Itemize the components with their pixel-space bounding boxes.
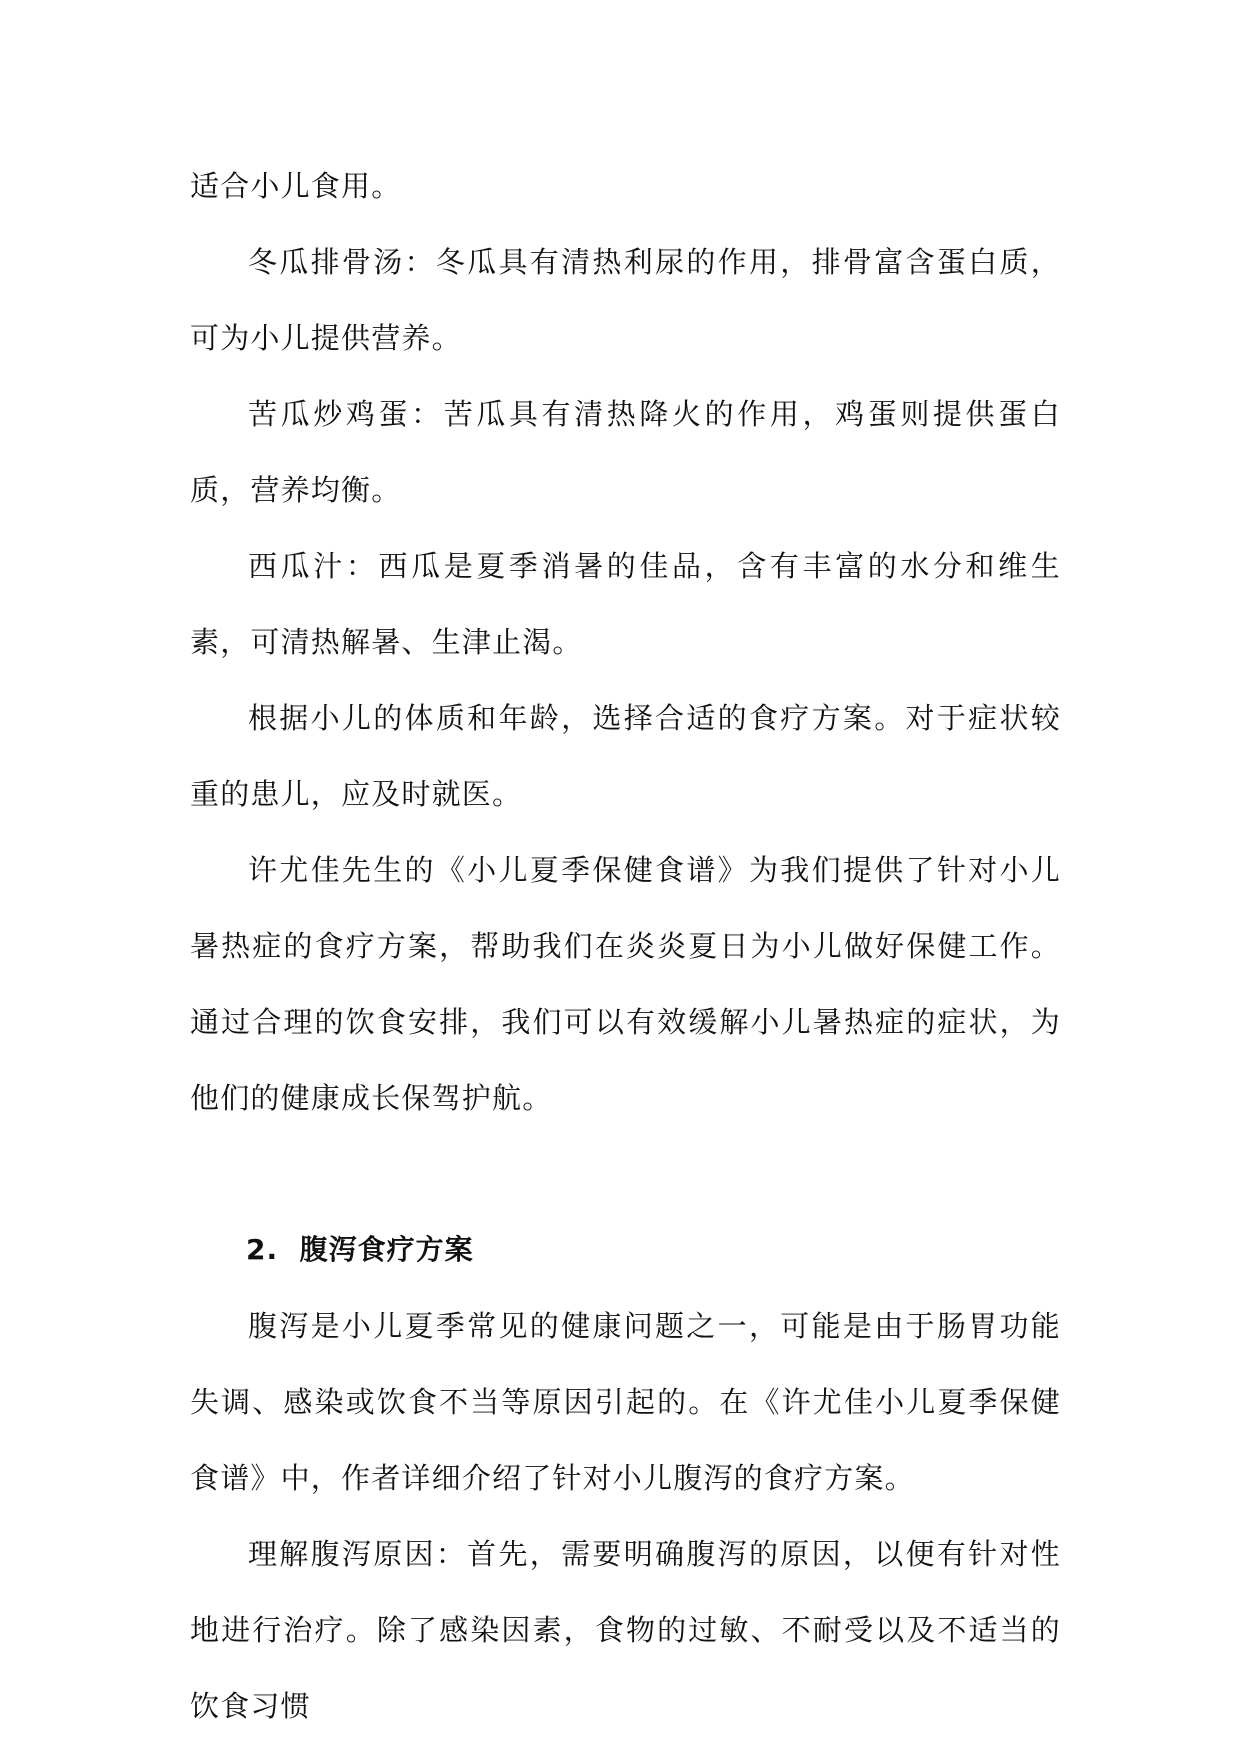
paragraph-diarrhea-causes: 理解腹泻原因：首先，需要明确腹泻的原因，以便有针对性地进行治疗。除了感染因素，食物的过敏、不耐受以及不适当的饮食习惯 bbox=[190, 1537, 1061, 1723]
section-spacer bbox=[190, 1136, 1061, 1212]
section-heading bbox=[190, 1212, 1061, 1288]
paragraph-watermelon-juice: 西瓜汁：西瓜是夏季消暑的佳品，含有丰富的水分和维生素，可清热解暑、生津止渴。 bbox=[190, 549, 1061, 659]
paragraph-diarrhea-intro: 腹泻是小儿夏季常见的健康问题之一，可能是由于肠胃功能失调、感染或饮食不当等原因引起的。在《许尤佳小儿夏季保健食谱》中，作者详细介绍了针对小儿腹泻的食疗方案。 bbox=[190, 1309, 1061, 1495]
section-title: 腹泻食疗方案 bbox=[299, 1233, 474, 1266]
section-number: 2. bbox=[246, 1233, 279, 1266]
paragraph-continuation: 适合小儿食用。 bbox=[190, 169, 402, 203]
paragraph-winter-melon-rib-soup: 冬瓜排骨汤：冬瓜具有清热利尿的作用，排骨富含蛋白质，可为小儿提供营养。 bbox=[190, 245, 1061, 355]
paragraph-summary: 许尤佳先生的《小儿夏季保健食谱》为我们提供了针对小儿暑热症的食疗方案，帮助我们在炎炎夏日为小儿做好保健工作。通过合理的饮食安排，我们可以有效缓解小儿暑热症的症状，为他们的健康成长保驾护航。 bbox=[190, 853, 1061, 1115]
document-body bbox=[190, 148, 1061, 1744]
paragraph-bitter-melon-egg: 苦瓜炒鸡蛋：苦瓜具有清热降火的作用，鸡蛋则提供蛋白质，营养均衡。 bbox=[190, 397, 1061, 507]
paragraph-choose-plan: 根据小儿的体质和年龄，选择合适的食疗方案。对于症状较重的患儿，应及时就医。 bbox=[190, 701, 1061, 811]
